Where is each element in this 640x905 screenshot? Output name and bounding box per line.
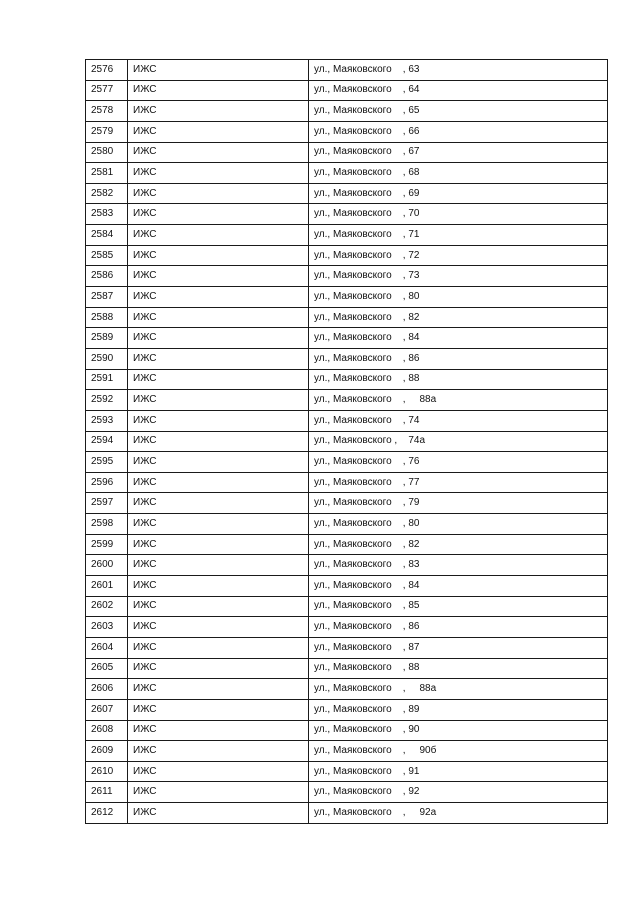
row-number-cell: 2611 (86, 782, 128, 803)
object-type-cell: ИЖС (128, 80, 309, 101)
address-cell: ул., Маяковского , 84 (309, 576, 608, 597)
object-type-cell: ИЖС (128, 493, 309, 514)
table-row (86, 472, 608, 493)
row-number-cell: 2588 (86, 307, 128, 328)
table-row (86, 348, 608, 369)
address-cell: ул., Маяковского , 83 (309, 555, 608, 576)
row-number-cell: 2597 (86, 493, 128, 514)
object-type-cell: ИЖС (128, 266, 309, 287)
object-type-cell: ИЖС (128, 431, 309, 452)
row-number-cell: 2594 (86, 431, 128, 452)
object-type-cell: ИЖС (128, 60, 309, 81)
table-row (86, 493, 608, 514)
address-cell: ул., Маяковского , 82 (309, 534, 608, 555)
table-row (86, 328, 608, 349)
object-type-cell: ИЖС (128, 472, 309, 493)
row-number-cell: 2586 (86, 266, 128, 287)
row-number-cell: 2603 (86, 617, 128, 638)
address-cell: ул., Маяковского , 92 (309, 782, 608, 803)
address-cell: ул., Маяковского , 87 (309, 637, 608, 658)
object-type-cell: ИЖС (128, 596, 309, 617)
address-cell: ул., Маяковского , 91 (309, 761, 608, 782)
address-cell: ул., Маяковского , 85 (309, 596, 608, 617)
table-row (86, 803, 608, 824)
row-number-cell: 2582 (86, 183, 128, 204)
object-type-cell: ИЖС (128, 287, 309, 308)
object-type-cell: ИЖС (128, 369, 309, 390)
table-row (86, 183, 608, 204)
address-cell: ул., Маяковского , 84 (309, 328, 608, 349)
table-row (86, 741, 608, 762)
object-type-cell: ИЖС (128, 163, 309, 184)
row-number-cell: 2610 (86, 761, 128, 782)
row-number-cell: 2608 (86, 720, 128, 741)
address-cell: ул., Маяковского , 70 (309, 204, 608, 225)
object-type-cell: ИЖС (128, 121, 309, 142)
address-cell: ул., Маяковского , 89 (309, 699, 608, 720)
object-type-cell: ИЖС (128, 699, 309, 720)
object-type-cell: ИЖС (128, 390, 309, 411)
table-row (86, 80, 608, 101)
address-cell: ул., Маяковского , 82 (309, 307, 608, 328)
row-number-cell: 2595 (86, 452, 128, 473)
row-number-cell: 2599 (86, 534, 128, 555)
row-number-cell: 2590 (86, 348, 128, 369)
object-type-cell: ИЖС (128, 679, 309, 700)
object-type-cell: ИЖС (128, 348, 309, 369)
row-number-cell: 2576 (86, 60, 128, 81)
address-cell: ул., Маяковского , 76 (309, 452, 608, 473)
table-row (86, 369, 608, 390)
row-number-cell: 2602 (86, 596, 128, 617)
address-cell: ул., Маяковского , 74а (309, 431, 608, 452)
table-row (86, 720, 608, 741)
table-row (86, 390, 608, 411)
row-number-cell: 2600 (86, 555, 128, 576)
object-type-cell: ИЖС (128, 452, 309, 473)
table-row (86, 658, 608, 679)
row-number-cell: 2592 (86, 390, 128, 411)
row-number-cell: 2581 (86, 163, 128, 184)
object-type-cell: ИЖС (128, 204, 309, 225)
row-number-cell: 2587 (86, 287, 128, 308)
address-cell: ул., Маяковского , 88а (309, 390, 608, 411)
address-cell: ул., Маяковского , 92а (309, 803, 608, 824)
address-cell: ул., Маяковского , 73 (309, 266, 608, 287)
address-cell: ул., Маяковского , 74 (309, 410, 608, 431)
row-number-cell: 2598 (86, 514, 128, 535)
table-row (86, 431, 608, 452)
row-number-cell: 2580 (86, 142, 128, 163)
object-type-cell: ИЖС (128, 803, 309, 824)
object-type-cell: ИЖС (128, 307, 309, 328)
address-cell: ул., Маяковского , 80 (309, 514, 608, 535)
address-cell: ул., Маяковского , 90б (309, 741, 608, 762)
address-cell: ул., Маяковского , 65 (309, 101, 608, 122)
table-row (86, 266, 608, 287)
table-row (86, 204, 608, 225)
row-number-cell: 2609 (86, 741, 128, 762)
object-type-cell: ИЖС (128, 782, 309, 803)
address-cell: ул., Маяковского , 69 (309, 183, 608, 204)
table-row (86, 596, 608, 617)
row-number-cell: 2612 (86, 803, 128, 824)
object-type-cell: ИЖС (128, 142, 309, 163)
table-row (86, 225, 608, 246)
address-cell: ул., Маяковского , 63 (309, 60, 608, 81)
table-row (86, 617, 608, 638)
object-type-cell: ИЖС (128, 245, 309, 266)
object-type-cell: ИЖС (128, 617, 309, 638)
row-number-cell: 2601 (86, 576, 128, 597)
row-number-cell: 2606 (86, 679, 128, 700)
object-type-cell: ИЖС (128, 576, 309, 597)
row-number-cell: 2579 (86, 121, 128, 142)
table-row (86, 60, 608, 81)
row-number-cell: 2605 (86, 658, 128, 679)
address-cell: ул., Маяковского , 68 (309, 163, 608, 184)
table-row (86, 287, 608, 308)
row-number-cell: 2585 (86, 245, 128, 266)
table-row (86, 307, 608, 328)
table-row (86, 576, 608, 597)
address-cell: ул., Маяковского , 71 (309, 225, 608, 246)
row-number-cell: 2577 (86, 80, 128, 101)
object-type-cell: ИЖС (128, 101, 309, 122)
address-cell: ул., Маяковского , 80 (309, 287, 608, 308)
object-type-cell: ИЖС (128, 741, 309, 762)
row-number-cell: 2596 (86, 472, 128, 493)
table-row (86, 534, 608, 555)
row-number-cell: 2584 (86, 225, 128, 246)
table-row (86, 101, 608, 122)
table-row (86, 142, 608, 163)
row-number-cell: 2591 (86, 369, 128, 390)
address-cell: ул., Маяковского , 77 (309, 472, 608, 493)
row-number-cell: 2604 (86, 637, 128, 658)
address-cell: ул., Маяковского , 88 (309, 369, 608, 390)
table-row (86, 410, 608, 431)
table-row (86, 761, 608, 782)
table-row (86, 452, 608, 473)
address-cell: ул., Маяковского , 67 (309, 142, 608, 163)
address-cell: ул., Маяковского , 90 (309, 720, 608, 741)
address-cell: ул., Маяковского , 64 (309, 80, 608, 101)
object-type-cell: ИЖС (128, 183, 309, 204)
table-row (86, 637, 608, 658)
address-registry-table (85, 59, 608, 824)
object-type-cell: ИЖС (128, 658, 309, 679)
table-row (86, 699, 608, 720)
object-type-cell: ИЖС (128, 534, 309, 555)
table-row (86, 782, 608, 803)
table-row (86, 245, 608, 266)
object-type-cell: ИЖС (128, 637, 309, 658)
table-row (86, 163, 608, 184)
row-number-cell: 2589 (86, 328, 128, 349)
object-type-cell: ИЖС (128, 514, 309, 535)
object-type-cell: ИЖС (128, 225, 309, 246)
object-type-cell: ИЖС (128, 555, 309, 576)
object-type-cell: ИЖС (128, 761, 309, 782)
object-type-cell: ИЖС (128, 720, 309, 741)
address-cell: ул., Маяковского , 88 (309, 658, 608, 679)
address-cell: ул., Маяковского , 86 (309, 617, 608, 638)
row-number-cell: 2607 (86, 699, 128, 720)
object-type-cell: ИЖС (128, 410, 309, 431)
table-row (86, 121, 608, 142)
object-type-cell: ИЖС (128, 328, 309, 349)
table-row (86, 514, 608, 535)
table-body (86, 60, 608, 824)
row-number-cell: 2583 (86, 204, 128, 225)
address-cell: ул., Маяковского , 86 (309, 348, 608, 369)
address-cell: ул., Маяковского , 72 (309, 245, 608, 266)
table-row (86, 679, 608, 700)
table-row (86, 555, 608, 576)
row-number-cell: 2593 (86, 410, 128, 431)
row-number-cell: 2578 (86, 101, 128, 122)
address-cell: ул., Маяковского , 66 (309, 121, 608, 142)
address-cell: ул., Маяковского , 88а (309, 679, 608, 700)
address-cell: ул., Маяковского , 79 (309, 493, 608, 514)
